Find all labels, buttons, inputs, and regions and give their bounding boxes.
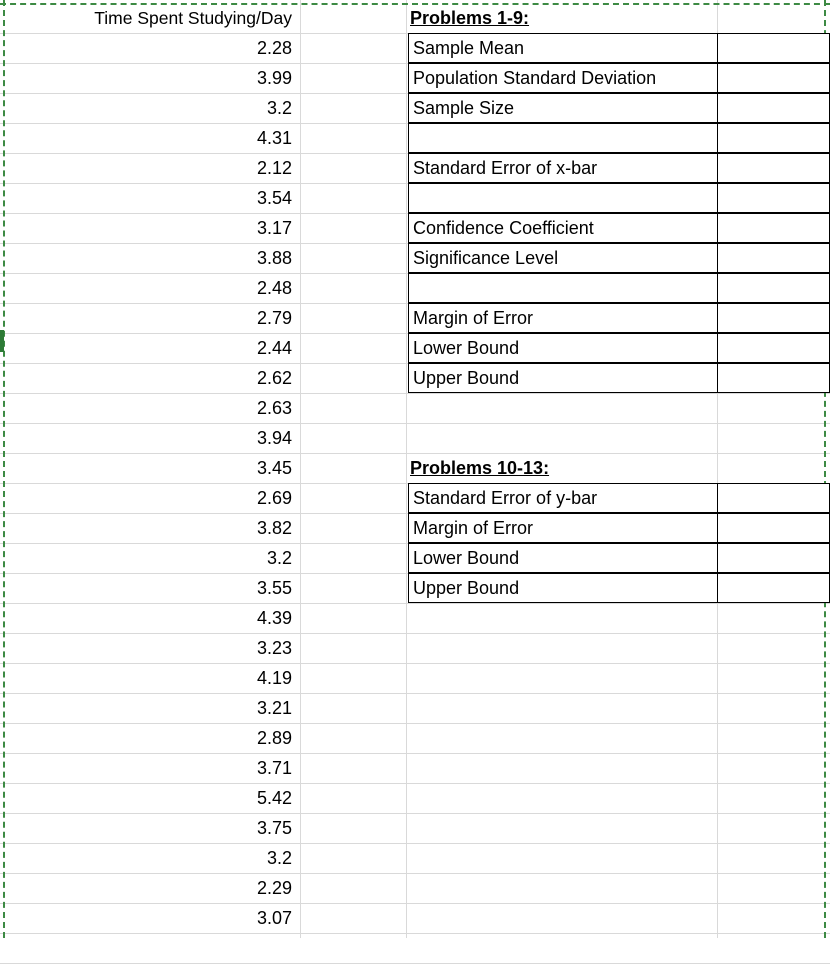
section1-label-cell[interactable]: Population Standard Deviation [408,63,718,93]
data-cell[interactable]: 3.99 [256,68,292,88]
column-gridline [406,0,407,938]
data-cell[interactable]: 3.07 [256,908,292,928]
data-cell[interactable]: 2.12 [256,158,292,178]
data-cell[interactable]: 3.75 [256,818,292,838]
data-cell[interactable]: 5.42 [256,788,292,808]
section2-label-cell[interactable]: Margin of Error [408,513,718,543]
data-cell[interactable]: 2.29 [256,878,292,898]
section2-value-cell[interactable] [717,483,830,513]
data-cell[interactable]: 2.62 [256,368,292,388]
data-cell[interactable]: 4.39 [256,608,292,628]
section1-title[interactable]: Problems 1-9: [410,8,530,28]
data-cell[interactable]: 3.88 [256,248,292,268]
section2-value-cell[interactable] [717,543,830,573]
section2-value-cell[interactable] [717,573,830,603]
data-cell[interactable]: 2.28 [256,38,292,58]
section1-value-cell[interactable] [717,303,830,333]
section1-label-cell[interactable]: Upper Bound [408,363,718,393]
data-cell[interactable]: 3.2 [266,548,292,568]
data-cell[interactable]: 3.2 [266,98,292,118]
data-cell[interactable]: 3.17 [256,218,292,238]
section1-label-cell[interactable]: Sample Mean [408,33,718,63]
section1-label-cell[interactable] [408,183,718,213]
section1-value-cell[interactable] [717,93,830,123]
data-cell[interactable]: 4.19 [256,668,292,688]
data-cell[interactable]: 3.94 [256,428,292,448]
data-cell[interactable]: 3.2 [266,848,292,868]
section1-label-cell[interactable] [408,123,718,153]
data-cell[interactable]: 2.48 [256,278,292,298]
section1-value-cell[interactable] [717,63,830,93]
column-a-header[interactable]: Time Spent Studying/Day [94,8,292,28]
data-cell[interactable]: 3.21 [256,698,292,718]
data-cell[interactable]: 3.54 [256,188,292,208]
data-cell[interactable]: 2.63 [256,398,292,418]
row-gridline [0,933,830,934]
section1-value-cell[interactable] [717,183,830,213]
section1-label-cell[interactable]: Significance Level [408,243,718,273]
data-cell[interactable]: 3.71 [256,758,292,778]
section1-value-cell[interactable] [717,333,830,363]
data-cell[interactable]: 2.79 [256,308,292,328]
column-gridline [300,0,301,938]
section1-value-cell[interactable] [717,243,830,273]
data-cell[interactable]: 3.55 [256,578,292,598]
section1-value-cell[interactable] [717,123,830,153]
data-cell[interactable]: 4.31 [256,128,292,148]
section1-value-cell[interactable] [717,213,830,243]
section1-value-cell[interactable] [717,153,830,183]
data-cell[interactable]: 2.69 [256,488,292,508]
section1-label-cell[interactable]: Sample Size [408,93,718,123]
section1-label-cell[interactable]: Lower Bound [408,333,718,363]
section2-value-cell[interactable] [717,513,830,543]
section1-value-cell[interactable] [717,273,830,303]
data-cell[interactable]: 3.23 [256,638,292,658]
section1-label-cell[interactable]: Confidence Coefficient [408,213,718,243]
section1-label-cell[interactable]: Standard Error of x-bar [408,153,718,183]
section2-title[interactable]: Problems 10-13: [410,458,550,478]
section1-value-cell[interactable] [717,33,830,63]
section2-label-cell[interactable]: Upper Bound [408,573,718,603]
section1-value-cell[interactable] [717,363,830,393]
data-cell[interactable]: 2.89 [256,728,292,748]
section2-label-cell[interactable]: Lower Bound [408,543,718,573]
section2-label-cell[interactable]: Standard Error of y-bar [408,483,718,513]
data-cell[interactable]: 3.82 [256,518,292,538]
data-cell[interactable]: 3.45 [256,458,292,478]
section1-label-cell[interactable] [408,273,718,303]
data-cell[interactable]: 2.44 [256,338,292,358]
section1-label-cell[interactable]: Margin of Error [408,303,718,333]
